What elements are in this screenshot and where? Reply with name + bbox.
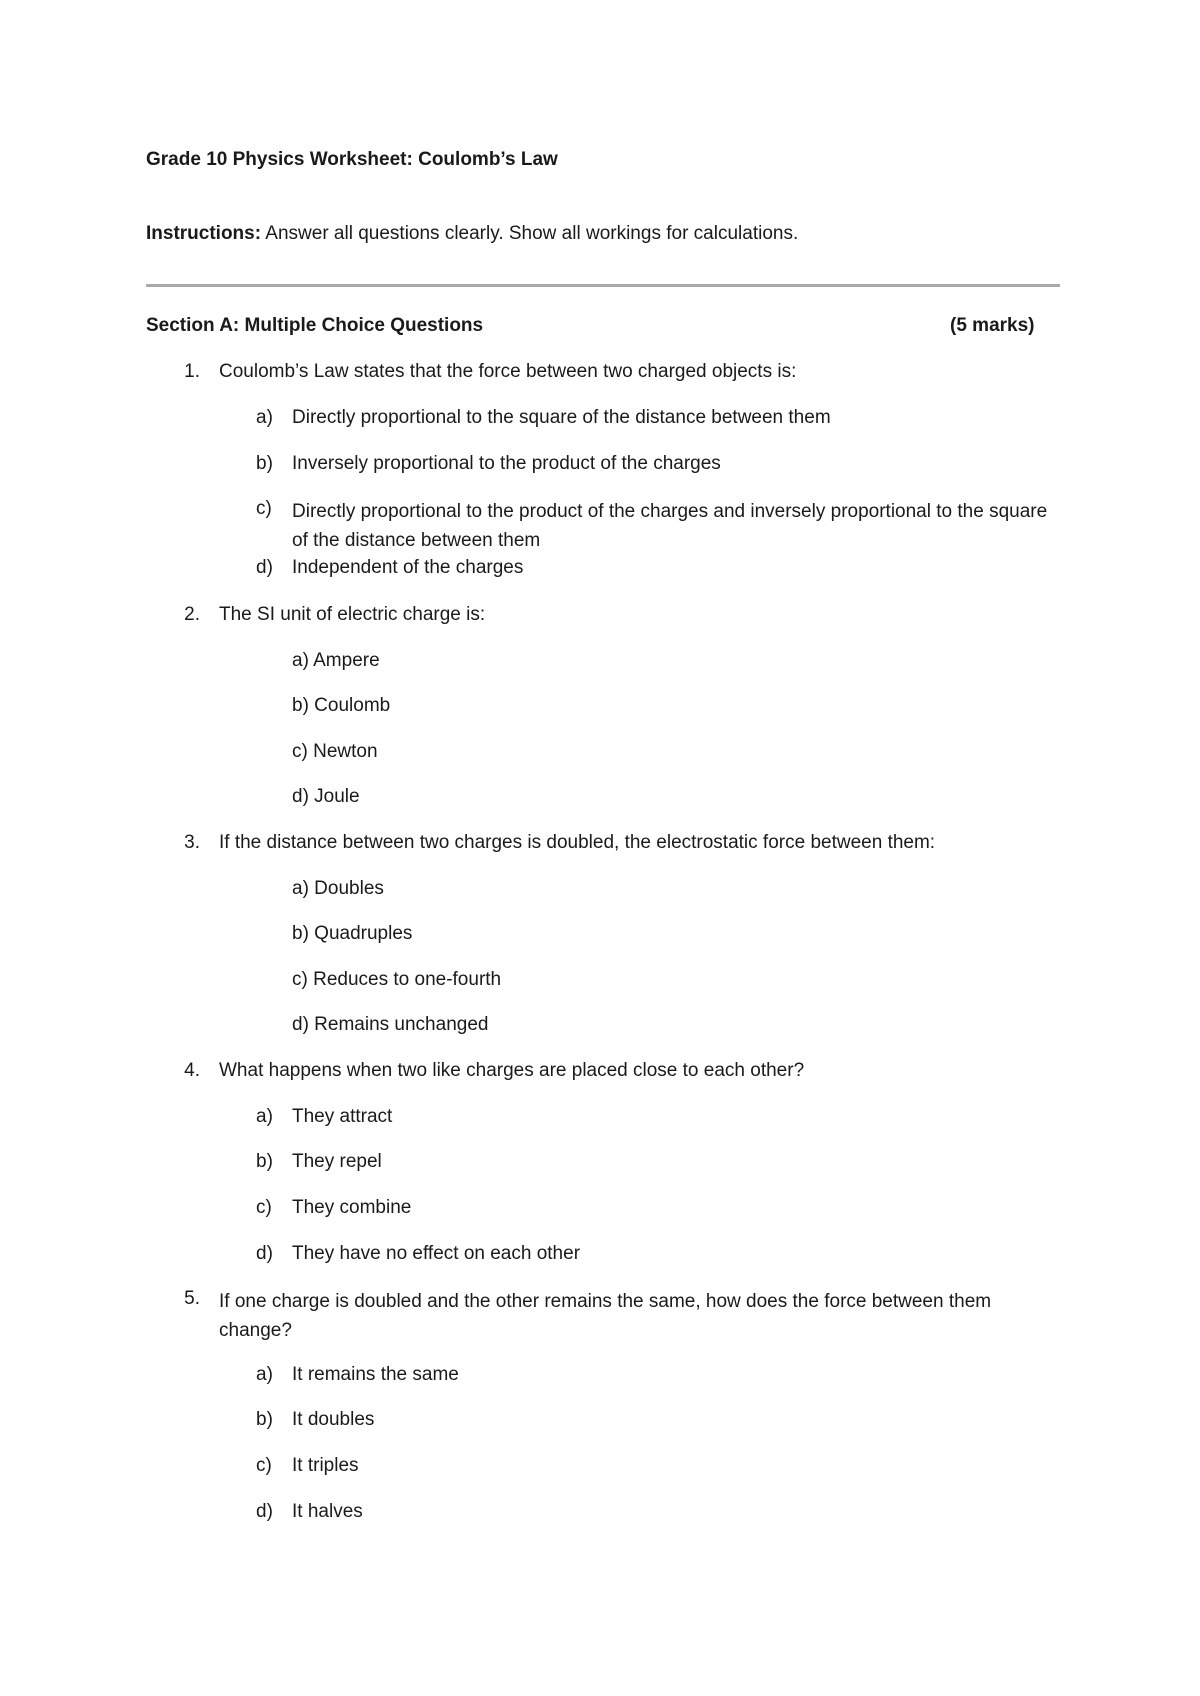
option-text: c) Reduces to one-fourth	[292, 969, 502, 990]
option-text: b) Coulomb	[292, 695, 391, 716]
question-text: If the distance between two charges is doubled, the electrostatic force between them:	[219, 832, 936, 853]
option-text: They combine	[292, 1197, 412, 1218]
question-number: 5.	[184, 1288, 200, 1309]
option-text: d) Joule	[292, 786, 360, 807]
option-text: a) Ampere	[292, 650, 380, 671]
option-text: It triples	[292, 1455, 359, 1476]
option-text: d) Remains unchanged	[292, 1014, 489, 1035]
option-letter: b)	[256, 1151, 273, 1172]
option-text: a) Doubles	[292, 878, 384, 899]
option-text: It remains the same	[292, 1364, 459, 1385]
question-number: 2.	[184, 604, 200, 625]
question-text: What happens when two like charges are placed close to each other?	[219, 1060, 805, 1081]
question-text: If one charge is doubled and the other remains the same, how does the force between them change?	[219, 1291, 992, 1341]
instructions-label: Instructions:	[146, 223, 262, 244]
section-divider	[146, 284, 1060, 287]
question-number: 1.	[184, 361, 200, 382]
option-letter: c)	[256, 1197, 272, 1218]
option-letter: d)	[256, 1243, 273, 1264]
option-text: They attract	[292, 1106, 393, 1127]
option-text: They repel	[292, 1151, 382, 1172]
question-text: Coulomb’s Law states that the force between two charged objects is:	[219, 361, 797, 382]
option-letter: a)	[256, 1364, 273, 1385]
question-number: 4.	[184, 1060, 200, 1081]
option-letter: c)	[256, 1455, 272, 1476]
option-text: It halves	[292, 1501, 363, 1522]
instructions	[146, 222, 798, 246]
instructions-text: Answer all questions clearly. Show all workings for calculations.	[261, 223, 799, 244]
option-text: Independent of the charges	[292, 557, 524, 578]
option-text: b) Quadruples	[292, 923, 413, 944]
option-text: It doubles	[292, 1409, 375, 1430]
section-a-title: Section A: Multiple Choice Questions	[146, 315, 484, 336]
option-text: Directly proportional to the product of the charges and inversely proportional to the square of the distance between them	[292, 501, 1048, 551]
option-text: They have no effect on each other	[292, 1243, 581, 1264]
option-text: Directly proportional to the square of the distance between them	[292, 407, 831, 428]
option-letter: b)	[256, 1409, 273, 1430]
option-letter: c)	[256, 498, 272, 519]
option-text: c) Newton	[292, 741, 378, 762]
option-letter: a)	[256, 407, 273, 428]
question-number: 3.	[184, 832, 200, 853]
section-a-marks: (5 marks)	[950, 315, 1035, 336]
option-letter: d)	[256, 1501, 273, 1522]
option-letter: b)	[256, 453, 273, 474]
option-letter: a)	[256, 1106, 273, 1127]
page-title: Grade 10 Physics Worksheet: Coulomb’s Law	[146, 149, 558, 170]
option-letter: d)	[256, 557, 273, 578]
option-text: Inversely proportional to the product of the charges	[292, 453, 721, 474]
question-text: The SI unit of electric charge is:	[219, 604, 486, 625]
